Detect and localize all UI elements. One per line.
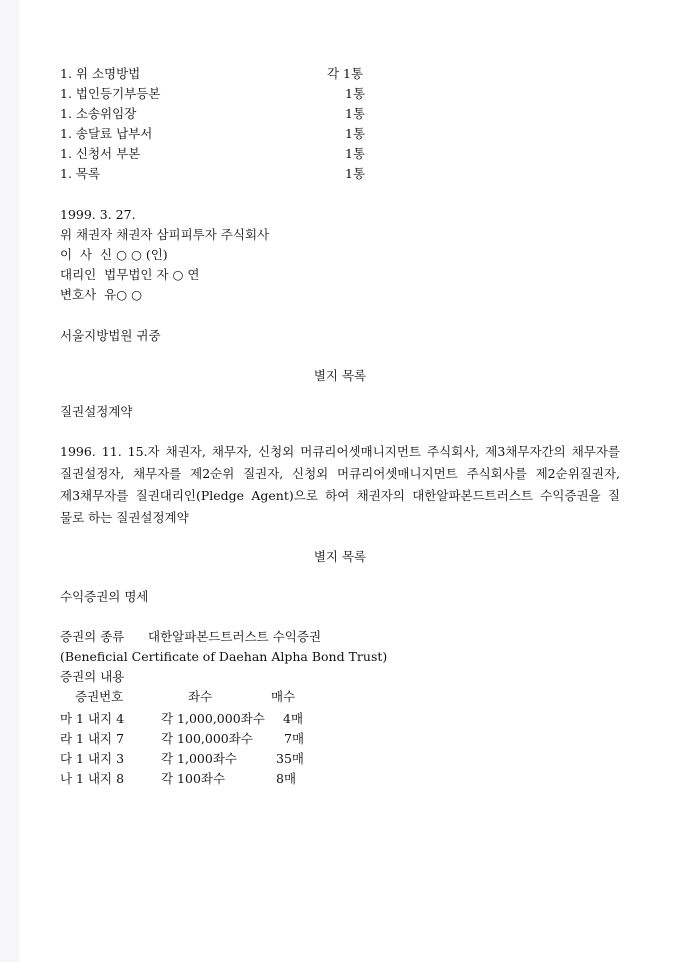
attachment-qty: 1통 (345, 126, 366, 141)
unit-count: 각 100,000좌수 (161, 731, 253, 746)
sheet-count: 8매 (276, 771, 297, 786)
lawyer-line: 변호사 유○ ○ (60, 287, 143, 302)
agent-line: 대리인 법무법인 자 ○ 연 (60, 267, 200, 282)
attachment-name: 1. 신청서 부본 (60, 146, 141, 161)
unit-count: 각 1,000좌수 (161, 751, 237, 766)
security-type-label: 증권의 종류 (60, 629, 125, 644)
annex-title: 별지 목록 (313, 549, 367, 564)
paragraph-line: 1996. 11. 15.자 채권자, 채무자, 신청외 머큐리어셋매니지먼트 주식회사, 제3채무자간의 채무자를 (60, 444, 620, 459)
attachment-name: 1. 법인등기부등본 (60, 86, 161, 101)
attachment-qty: 1통 (345, 146, 366, 161)
unit-count: 각 100좌수 (161, 771, 226, 786)
certificate-number: 마 1 내지 4 (60, 711, 125, 726)
attachment-qty: 1통 (345, 106, 366, 121)
unit-count: 각 1,000,000좌수 (161, 711, 265, 726)
security-content-label: 증권의 내용 (60, 669, 125, 684)
security-type-value: 대한알파본드트러스트 수익증권 (148, 629, 322, 644)
director-line: 이 사 신 ○ ○ (인) (60, 247, 168, 262)
certificate-number: 다 1 내지 3 (60, 751, 125, 766)
sheet-count: 7매 (284, 731, 305, 746)
certificate-number: 나 1 내지 8 (60, 771, 125, 786)
paragraph-line: 물로 하는 질권설정계약 (60, 510, 189, 525)
column-header: 좌수 (188, 689, 213, 704)
attachment-name: 1. 소송위임장 (60, 106, 137, 121)
attachment-name: 1. 송달료 납부서 (60, 126, 153, 141)
certificate-number: 라 1 내지 7 (60, 731, 125, 746)
attachment-qty: 각 1통 (327, 66, 364, 81)
filing-date: 1999. 3. 27. (60, 207, 136, 222)
paragraph-line: 제3채무자를 질권대리인(Pledge Agent)으로 하여 채권자의 대한알파본드트러스트 수익증권을 질 (60, 488, 620, 503)
attachment-qty: 1통 (345, 86, 366, 101)
court-addressee: 서울지방법원 귀중 (60, 328, 161, 343)
annex-heading: 수익증권의 명세 (60, 589, 149, 604)
paragraph-line: 질권설정자, 채무자를 제2순위 질권자, 신청외 머큐리어셋매니지먼트 주식회사를 제2순위질권자, (60, 466, 620, 481)
annex-heading: 질권설정계약 (60, 404, 133, 419)
attachment-name: 1. 위 소명방법 (60, 66, 141, 81)
attachment-name: 1. 목록 (60, 166, 101, 181)
creditor-party: 위 채권자 채권자 삼피피투자 주식회사 (60, 227, 270, 242)
sheet-count: 35매 (276, 751, 304, 766)
security-english-name: (Beneficial Certificate of Daehan Alpha Bond Trust) (60, 649, 388, 664)
sheet-count: 4매 (283, 711, 304, 726)
annex-title: 별지 목록 (313, 368, 367, 383)
attachment-qty: 1통 (345, 166, 366, 181)
column-header: 매수 (271, 689, 296, 704)
column-header: 증권번호 (75, 689, 124, 704)
